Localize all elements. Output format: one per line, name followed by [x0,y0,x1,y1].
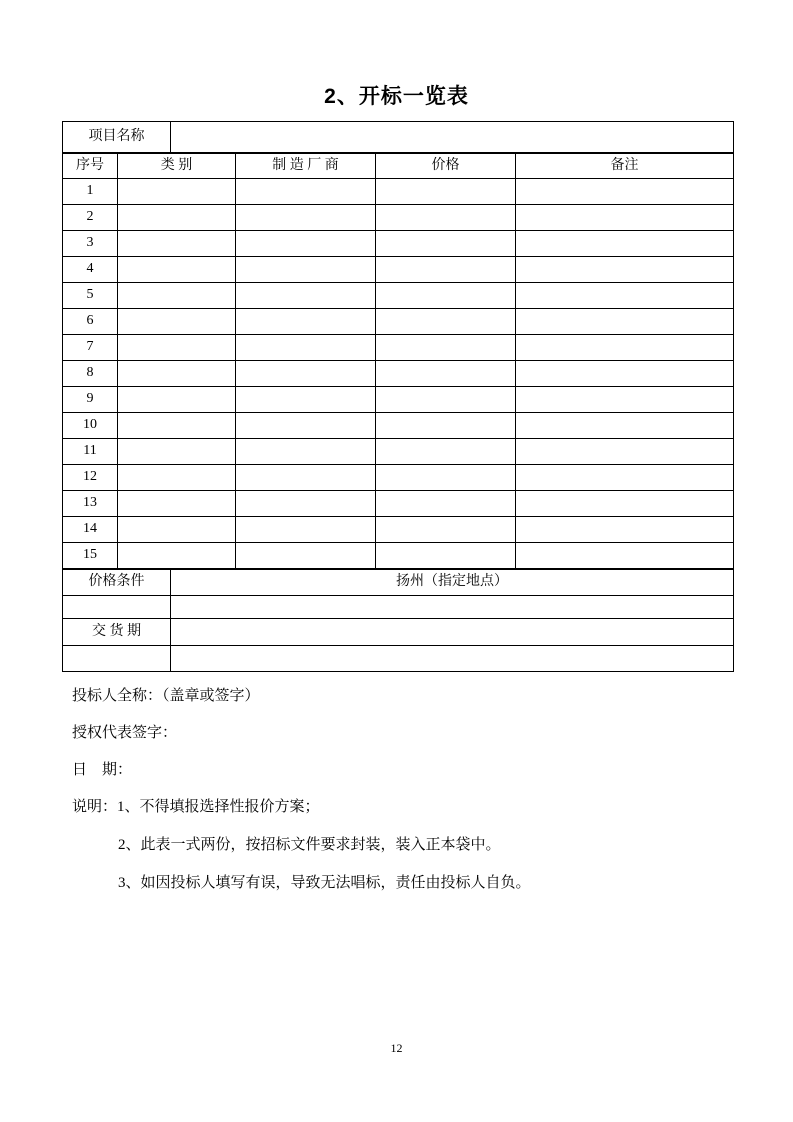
category-cell [118,491,236,517]
price-cell [376,439,516,465]
row-number-cell: 11 [63,439,118,465]
remark-cell [516,231,734,257]
manufacturer-cell [236,205,376,231]
empty-row [63,646,734,672]
category-cell [118,517,236,543]
note-item-1: 1、不得填报选择性报价方案； [117,799,320,815]
row-number-cell: 15 [63,543,118,570]
header-manufacturer: 制 造 厂 商 [236,153,376,179]
remark-cell [516,283,734,309]
category-cell [118,387,236,413]
price-cell [376,361,516,387]
category-cell [118,205,236,231]
price-cell [376,465,516,491]
delivery-period-label: 交 货 期 [63,619,171,646]
category-cell [118,231,236,257]
table-row [63,361,734,387]
table-row [63,309,734,335]
project-name-section [63,122,734,179]
price-cell [376,387,516,413]
authorized-representative-line: 授权代表签字： [72,725,178,741]
remark-cell [516,335,734,361]
remark-cell [516,543,734,570]
table-row [63,283,734,309]
category-cell [118,439,236,465]
remark-cell [516,387,734,413]
manufacturer-cell [236,387,376,413]
table-row [63,439,734,465]
notes-line-1 [72,798,320,816]
price-cell [376,543,516,570]
remark-cell [516,257,734,283]
date-line: 日 期： [72,762,133,778]
manufacturer-cell [236,309,376,335]
row-number-cell: 5 [63,283,118,309]
category-cell [118,309,236,335]
delivery-period-row [63,619,734,646]
note-item-2: 2、此表一式两份，按招标文件要求封装，装入正本袋中。 [118,837,501,853]
table-row [63,543,734,570]
table-row [63,231,734,257]
notes-label: 说明： [72,799,118,815]
table-row [63,465,734,491]
empty-value-cell [171,596,734,619]
price-cell [376,335,516,361]
empty-label-cell [63,596,171,619]
table-row [63,517,734,543]
manufacturer-cell [236,231,376,257]
delivery-period-value [171,619,734,646]
remark-cell [516,361,734,387]
price-cell [376,309,516,335]
page-number: 12 [390,1041,403,1055]
row-number-cell: 13 [63,491,118,517]
category-cell [118,283,236,309]
price-cell [376,257,516,283]
category-cell [118,465,236,491]
price-cell [376,283,516,309]
bidder-name-line: 投标人全称：（盖章或签字） [72,688,260,704]
row-number-cell: 4 [63,257,118,283]
header-category: 类 别 [118,153,236,179]
table-row [63,335,734,361]
row-number-cell: 12 [63,465,118,491]
empty-label-cell [63,646,171,672]
project-name-row [63,122,734,154]
table-row [63,387,734,413]
manufacturer-cell [236,413,376,439]
row-number-cell: 10 [63,413,118,439]
row-number-cell: 14 [63,517,118,543]
table-row [63,491,734,517]
empty-row [63,596,734,619]
project-name-value [171,122,734,154]
price-condition-label: 价格条件 [63,569,171,596]
manufacturer-cell [236,283,376,309]
remark-cell [516,413,734,439]
row-number-cell: 8 [63,361,118,387]
remark-cell [516,491,734,517]
remark-cell [516,179,734,205]
remark-cell [516,517,734,543]
item-rows-section [63,179,734,570]
manufacturer-cell [236,335,376,361]
manufacturer-cell [236,439,376,465]
note-item-3: 3、如因投标人填写有误，导致无法唱标，责任由投标人自负。 [118,875,531,891]
manufacturer-cell [236,517,376,543]
category-cell [118,543,236,570]
header-remark: 备注 [516,153,734,179]
manufacturer-cell [236,179,376,205]
manufacturer-cell [236,257,376,283]
price-condition-row [63,569,734,596]
manufacturer-cell [236,543,376,570]
row-number-cell: 3 [63,231,118,257]
row-number-cell: 2 [63,205,118,231]
price-cell [376,179,516,205]
row-number-cell: 7 [63,335,118,361]
remark-cell [516,205,734,231]
price-cell [376,231,516,257]
price-condition-value: 扬州（指定地点） [171,569,734,596]
conditions-section [63,569,734,672]
manufacturer-cell [236,361,376,387]
table-row [63,205,734,231]
page-title: 2、开标一览表 [324,85,469,108]
row-number-cell: 6 [63,309,118,335]
row-number-cell: 9 [63,387,118,413]
empty-value-cell [171,646,734,672]
category-cell [118,361,236,387]
price-cell [376,205,516,231]
category-cell [118,413,236,439]
table-row [63,413,734,439]
price-cell [376,517,516,543]
manufacturer-cell [236,491,376,517]
remark-cell [516,465,734,491]
table-header-row [63,153,734,179]
row-number-cell: 1 [63,179,118,205]
remark-cell [516,309,734,335]
category-cell [118,257,236,283]
remark-cell [516,439,734,465]
header-price: 价格 [376,153,516,179]
category-cell [118,179,236,205]
project-name-label: 项目名称 [63,122,171,154]
table-row [63,257,734,283]
price-cell [376,491,516,517]
bid-opening-table [62,121,734,672]
header-no: 序号 [63,153,118,179]
price-cell [376,413,516,439]
table-row [63,179,734,205]
category-cell [118,335,236,361]
manufacturer-cell [236,465,376,491]
